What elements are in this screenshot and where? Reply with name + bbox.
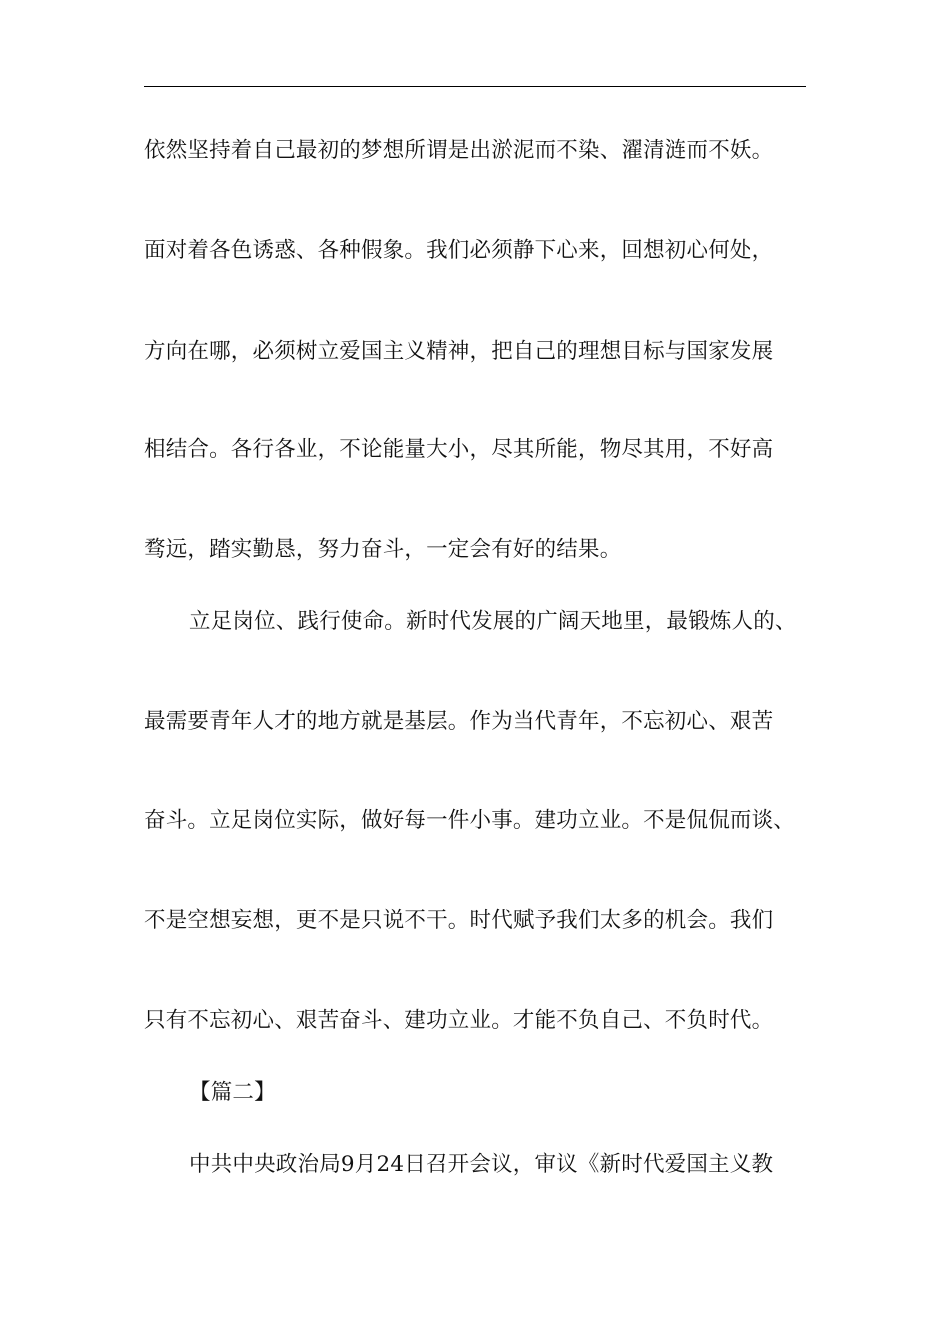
- body-line: 只有不忘初心、艰苦奋斗、建功立业。才能不负自己、不负时代。: [144, 1008, 774, 1033]
- body-line: 依然坚持着自己最初的梦想所谓是出淤泥而不染、濯清涟而不妖。: [144, 138, 774, 163]
- paragraph-start-line: 中共中央政治局9月24日召开会议，审议《新时代爱国主义教: [189, 1152, 774, 1177]
- section-heading: 【篇二】: [189, 1080, 276, 1105]
- body-line: 奋斗。立足岗位实际，做好每一件小事。建功立业。不是侃侃而谈、: [144, 808, 796, 833]
- body-line: 相结合。各行各业，不论能量大小，尽其所能，物尽其用，不好高: [144, 437, 774, 462]
- paragraph-start-line: 立足岗位、践行使命。新时代发展的广阔天地里，最锻炼人的、: [189, 609, 797, 634]
- body-line: 面对着各色诱惑、各种假象。我们必须静下心来，回想初心何处，: [144, 238, 774, 263]
- body-line: 骛远，踏实勤恳，努力奋斗，一定会有好的结果。: [144, 537, 622, 562]
- body-line: 最需要青年人才的地方就是基层。作为当代青年，不忘初心、艰苦: [144, 709, 774, 734]
- body-line: 方向在哪，必须树立爱国主义精神，把自己的理想目标与国家发展: [144, 339, 774, 364]
- header-rule: [144, 86, 806, 87]
- body-line: 不是空想妄想，更不是只说不干。时代赋予我们太多的机会。我们: [144, 908, 774, 933]
